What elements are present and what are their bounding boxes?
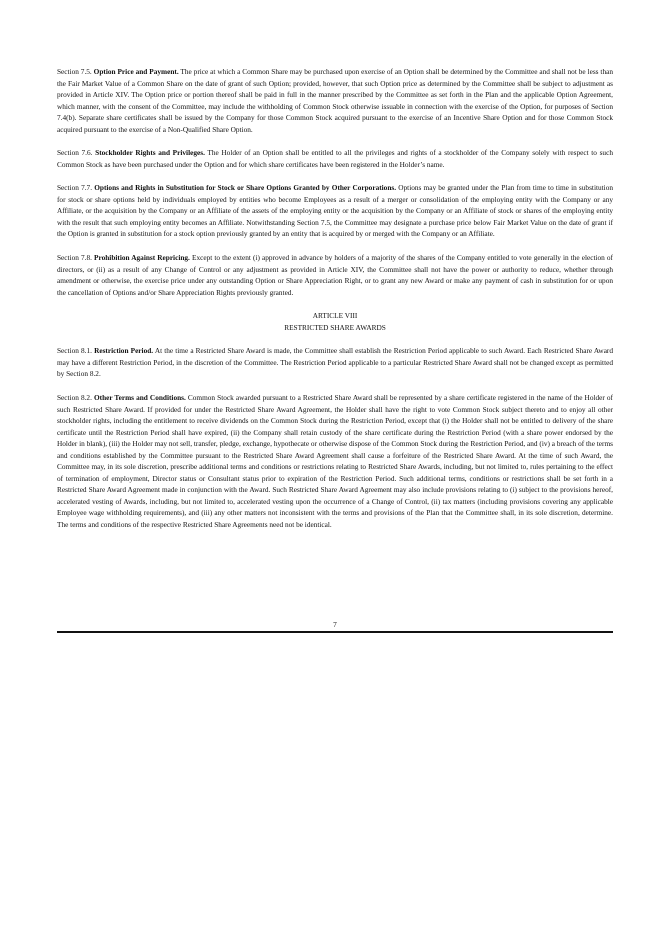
section-body: At the time a Restricted Share Award is made, the Committee shall establish the Restriction Period applicable to such Award. Each Restricted Share Award may have a different Restriction Period, in the discretion of the Committee. The Restriction Period applicable to a particular Restricted Share Award shall not be changed except as permitted by Section 8.2. [57, 346, 614, 379]
section-body: Except to the extent (i) approved in advance by holders of a majority of the shares of the Company entitled to vote generally in the election of directors, or (ii) as a result of any Change of Control or any adjustment as provided in Article XIV, the Committee shall not have the power or authority to reduce, whether through amendment or otherwise, the exercise price under any outstanding Option or Share Appreciation Right, or to grant any new Award or make any payment of cash in substitution for or upon the cancellation of Options and/or Share Appreciation Rights previously granted. [57, 253, 613, 297]
section-number: Section 7.6. [57, 148, 93, 158]
page-number: 7 [333, 620, 337, 629]
section-7-7 [57, 182, 613, 240]
article-number: ARTICLE VIII [312, 311, 358, 321]
section-number: Section 8.1. [57, 346, 92, 356]
article-heading [57, 310, 613, 333]
section-body: The Holder of an Option shall be entitled to all the privileges and rights of a stockholder of the Company solely with respect to such Common Stock as have been purchased under the Option and for which share certificates have been registered in the Holder’s name. [57, 148, 613, 169]
section-number: Section 7.5. [57, 67, 92, 76]
section-heading: Options and Rights in Substitution for Stock or Share Options Granted by Other Corporations. [94, 183, 397, 193]
document-body [57, 66, 613, 542]
section-7-8 [57, 252, 613, 298]
section-number: Section 7.8. [57, 253, 92, 263]
section-body: The price at which a Common Share may be purchased upon exercise of an Option shall be determined by the Committee and shall not be less than the Fair Market Value of a Common Share on the date of grant of such Option; provided, however, that such Option price as determined by the Committee shall be subject to adjustment as provided in Article XIV. The Option price or portion thereof shall be paid in full in the manner prescribed by the Committee as set forth in the Plan and the applicable Option Agreement, which manner, with the consent of the Committee, may include the withholding of Common Stock otherwise issuable in connection with the exercise of the Option, for purposes of Section 7.4(b). Separate share certificates shall be issued by the Company for those Common Stock acquired pursuant to the exercise of an Incentive Share Option and for those Common Stock acquired pursuant to the exercise of a Non-Qualified Share Option. [57, 67, 613, 134]
article-title: RESTRICTED SHARE AWARDS [284, 322, 386, 332]
section-8-2 [57, 392, 613, 530]
section-number: Section 7.7. [57, 183, 93, 193]
section-body: Options may be granted under the Plan from time to time in substitution for stock or share options held by individuals employed by entities who become Employees as a result of a merger or consolidation of the employing entity with the Company or any Affiliate, or the acquisition by the Company or an Affiliate of the assets of the employing entity or the acquisition by the Company or an Affiliate of stock or shares of the employing entity with the result that such employing entity becomes an Affiliate. Notwithstanding Section 7.5, the Committee may designate a purchase price below Fair Market Value on the date of grant if the Option is granted in substitution for a stock option previously granted by an entity that is acquired by or merged with the Company or an Affiliate. [57, 183, 613, 239]
section-7-5 [57, 66, 613, 135]
section-8-1 [57, 345, 613, 380]
section-body: Common Stock awarded pursuant to a Restricted Share Award shall be represented by a share certificate registered in the name of the Holder of such Restricted Share Award. If provided for under the Restricted Share Award Agreement, the Holder shall have the right to vote Common Stock subject thereto and to enjoy all other stockholder rights, including the entitlement to receive dividends on the Common Stock during the Restriction Period, except that (i) the Holder shall not be entitled to delivery of the share certificate until the Restriction Period shall have expired, (ii) the Company shall retain custody of the share certificate during the Restriction Period (with a share power endorsed by the Holder in blank), (iii) the Holder may not sell, transfer, pledge, exchange, hypothecate or otherwise dispose of the Common Stock during the Restriction Period, and (iv) a breach of the terms and conditions established by the Committee pursuant to the Restricted Share Award Agreement shall cause a forfeiture of the Restricted Share Award. At the time of such Award, the Committee may, in its sole discretion, prescribe additional terms and conditions or restrictions relating to Restricted Share Awards, including, but not limited to, rules pertaining to the effect of termination of employment, Director status or Consultant status prior to expiration of the Restriction Period. Such additional terms, conditions or restrictions shall be set forth in a Restricted Share Award Agreement made in conjunction with the Award. Such Restricted Share Award Agreement may also include provisions relating to (i) subject to the provisions hereof, accelerated vesting of Awards, including, but not limited to, accelerated vesting upon the occurrence of a Change of Control, (ii) tax matters (including provisions covering any applicable Employee wage withholding requirements), and (iii) any other matters not inconsistent with the terms and provisions of the Plan that the Committee shall, in its sole discretion, determine. The terms and conditions of the respective Restricted Share Agreements need not be identical. [57, 393, 613, 529]
section-heading: Option Price and Payment. [93, 67, 179, 76]
section-heading: Restriction Period. [94, 346, 154, 356]
section-heading: Prohibition Against Repricing. [94, 253, 190, 263]
footer-rule [57, 631, 613, 633]
section-heading: Stockholder Rights and Privileges. [95, 148, 205, 158]
section-heading: Other Terms and Conditions. [93, 393, 186, 403]
section-number: Section 8.2. [57, 393, 92, 403]
section-7-6 [57, 147, 613, 170]
